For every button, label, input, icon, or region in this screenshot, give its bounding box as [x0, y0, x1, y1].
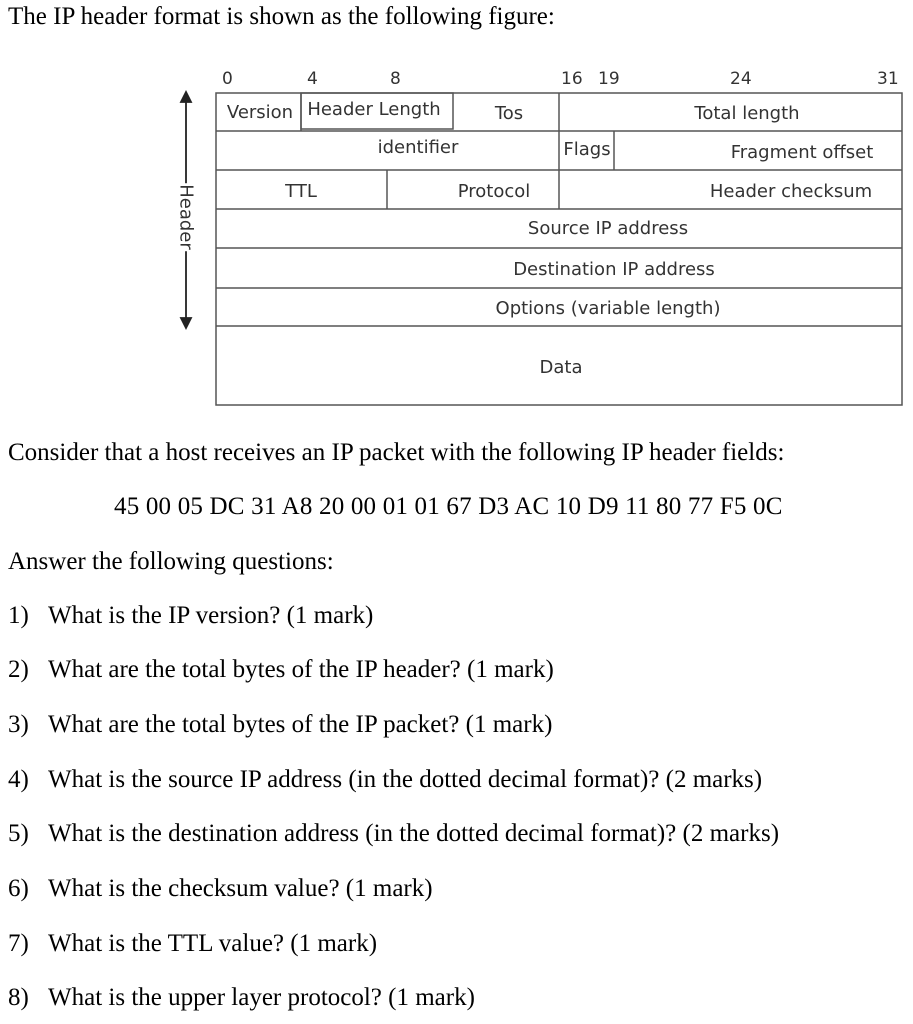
bit-label-0: 0 [222, 69, 233, 89]
question-item [8, 985, 475, 1010]
field-source-ip: Source IP address [527, 218, 689, 239]
question-text: What is the IP version? (1 mark) [48, 602, 374, 629]
question-item [8, 603, 373, 628]
header-side-label: Header [175, 184, 197, 250]
field-tos: Tos [494, 103, 524, 124]
bit-label-8: 8 [390, 69, 401, 89]
field-flags: Flags [563, 139, 611, 160]
answer-prompt: Answer the following questions: [8, 548, 334, 575]
question-text: What is the destination address (in the dotted decimal format)? (2 marks) [48, 820, 780, 847]
field-header-checksum: Header checksum [709, 181, 873, 202]
scenario-text: Consider that a host receives an IP packet with the following IP header fields: [8, 439, 785, 466]
question-item [8, 767, 762, 792]
question-number: 7) [8, 930, 29, 957]
field-destination-ip: Destination IP address [513, 259, 715, 280]
field-identifier: identifier [377, 137, 459, 158]
bit-label-4: 4 [307, 69, 318, 89]
bit-label-24: 24 [730, 69, 752, 89]
hex-header-bytes: 45 00 05 DC 31 A8 20 00 01 01 67 D3 AC 10 D9 11 80 77 F5 0C [114, 493, 783, 520]
question-number: 8) [8, 984, 29, 1011]
question-text: What is the checksum value? (1 mark) [48, 875, 433, 902]
question-number: 5) [8, 820, 29, 847]
field-header-length: Header Length [307, 99, 441, 120]
bit-label-16: 16 [561, 69, 583, 89]
question-number: 2) [8, 656, 29, 683]
question-item [8, 821, 779, 846]
question-number: 4) [8, 766, 29, 793]
question-item [8, 657, 554, 682]
intro-text: The IP header format is shown as the following figure: [8, 3, 555, 30]
question-text: What is the source IP address (in the dotted decimal format)? (2 marks) [48, 766, 763, 793]
question-number: 1) [8, 602, 29, 629]
question-item [8, 876, 433, 901]
question-text: What is the upper layer protocol? (1 mark) [48, 984, 475, 1011]
question-text: What is the TTL value? (1 mark) [48, 930, 378, 957]
question-text: What are the total bytes of the IP packet? (1 mark) [48, 711, 553, 738]
field-ttl: TTL [285, 181, 317, 202]
field-version: Version [226, 102, 294, 123]
question-item [8, 712, 552, 737]
field-data: Data [539, 357, 583, 378]
ip-header-diagram [0, 0, 913, 420]
field-protocol: Protocol [457, 181, 531, 202]
bit-label-31: 31 [877, 69, 899, 89]
ip-header-grid [0, 0, 913, 420]
field-fragment-offset: Fragment offset [730, 142, 874, 163]
question-text: What are the total bytes of the IP header? (1 mark) [48, 656, 554, 683]
question-number: 3) [8, 711, 29, 738]
field-options: Options (variable length) [495, 298, 721, 319]
question-item [8, 931, 377, 956]
field-total-length: Total length [694, 103, 800, 124]
question-number: 6) [8, 875, 29, 902]
bit-label-19: 19 [598, 69, 620, 89]
